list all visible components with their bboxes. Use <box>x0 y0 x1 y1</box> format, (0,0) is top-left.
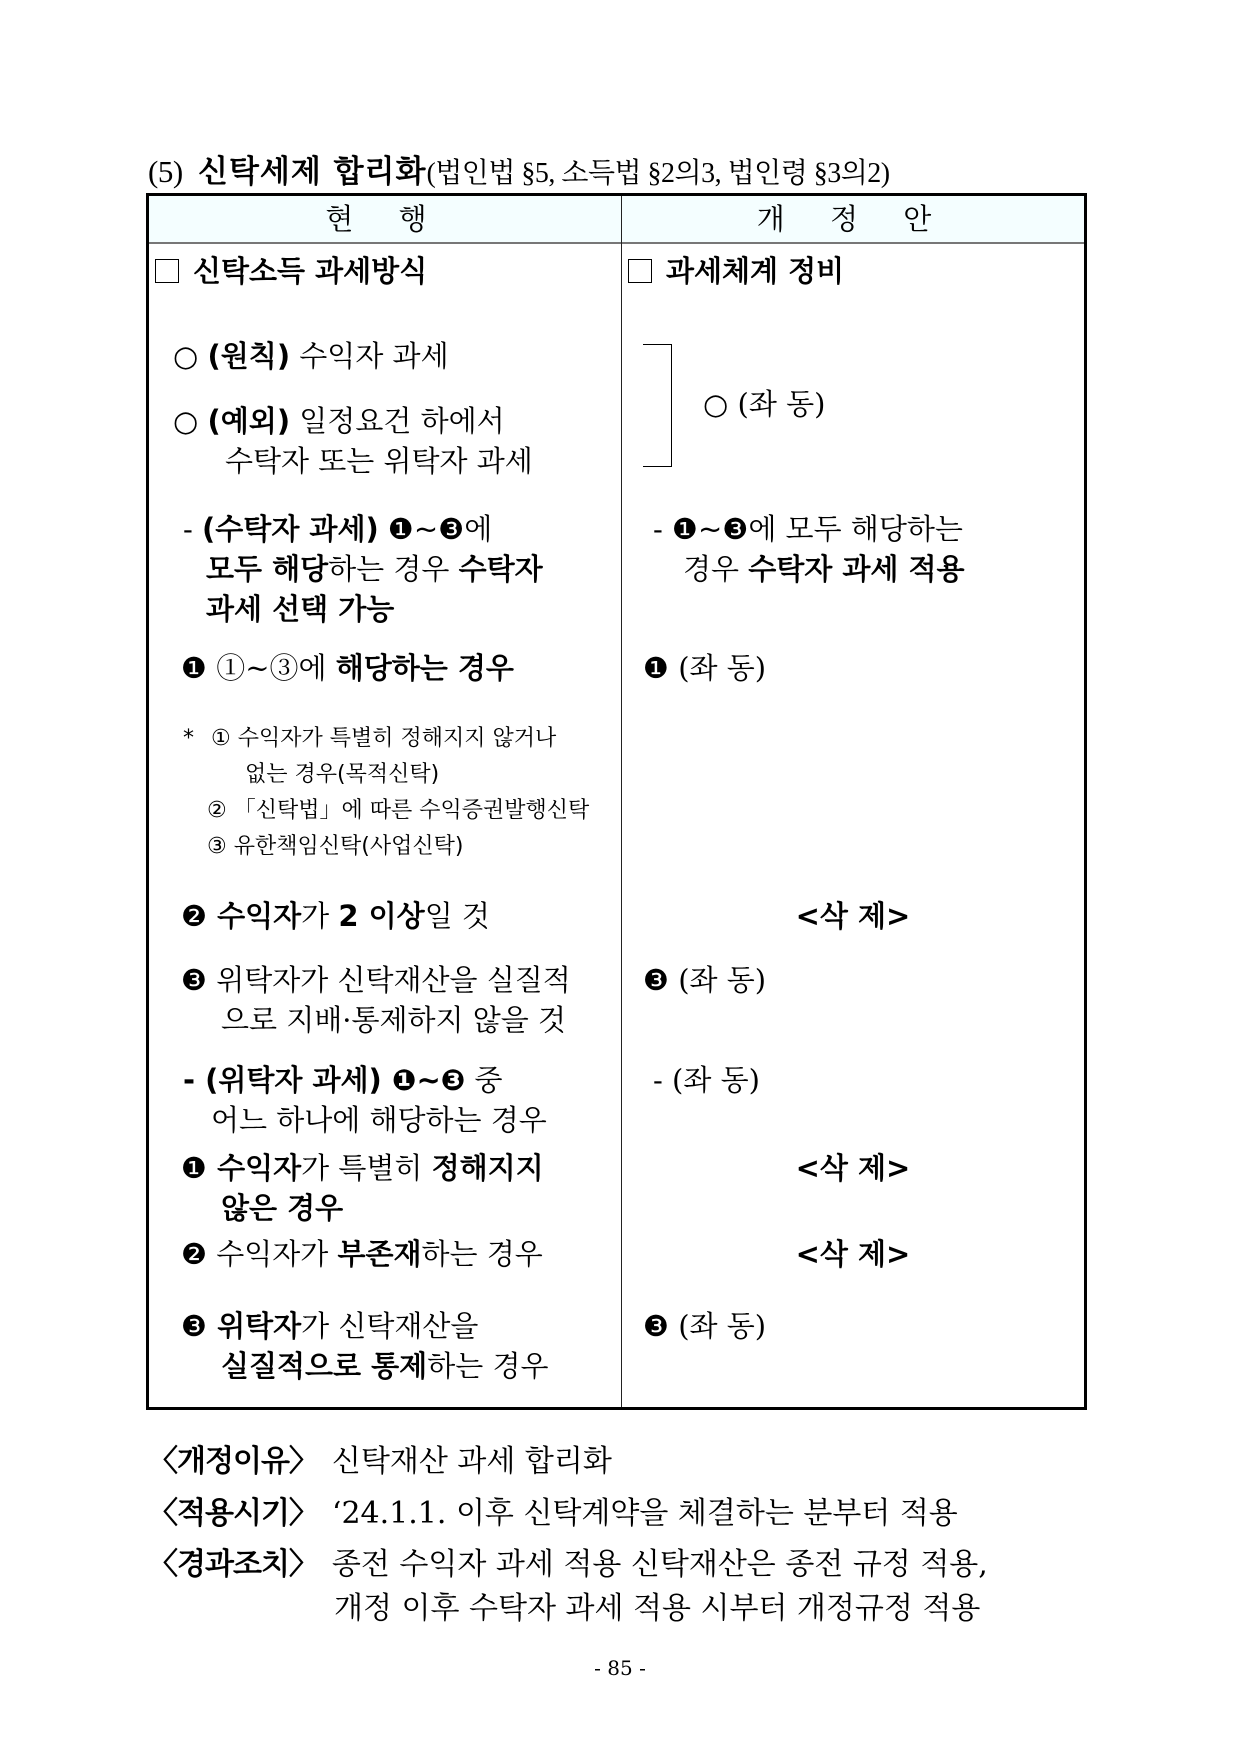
section-title <box>148 146 890 191</box>
proposed-trustee-tax: - ❶~❸에 모두 해당하는 경우 수탁자 과세 적용 <box>653 512 965 586</box>
proposed-settlor-tax: - (좌 동) <box>653 1063 760 1097</box>
legal-references: (법인법 §5, 소득법 §2의3, 법인령 §3의2) <box>426 158 890 189</box>
comparison-table <box>146 193 1087 1410</box>
current-footnote: * ① 수익자가 특별히 정해지지 않거나 없는 경우(목적신탁) ② 「신탁법」에 따른 수익증권발행신탁 ③ 유한책임신탁(사업신탁) <box>183 726 590 859</box>
current-principle: ○ (원칙) 수익자 과세 <box>173 339 449 373</box>
header-current: 현 행 <box>325 202 445 236</box>
settlor-condition-1: ❶ 수익자가 특별히 정해지지 않은 경우 <box>181 1151 544 1225</box>
bracket-icon <box>643 344 672 467</box>
current-exception: ○ (예외) 일정요건 하에서 수탁자 또는 위탁자 과세 <box>173 404 533 478</box>
checkbox-square-icon <box>155 259 179 283</box>
current-section: 신탁소득 과세방식 <box>155 251 427 291</box>
current-condition-3: ❸ 위탁자가 신탁재산을 실질적 으로 지배·통제하지 않을 것 <box>181 963 571 1037</box>
current-condition-2: ❷ 수익자가 2 이상일 것 <box>181 899 490 933</box>
circle-bullet-icon: ○ <box>173 404 199 438</box>
effective-date: 〈적용시기〉 ‘24.1.1. 이후 신탁계약을 체결하는 분부터 적용 <box>148 1496 958 1531</box>
proposed-same-bullet: ○ (좌 동) <box>703 387 826 421</box>
proposed-section: 과세체계 정비 <box>628 251 844 291</box>
circle-bullet-icon: ○ <box>703 387 729 421</box>
current-trustee-tax: - (수탁자 과세) ❶~❸에 모두 해당하는 경우 수탁자 과세 선택 가능 <box>183 512 543 626</box>
section-heading: 신탁세제 합리화 <box>198 154 427 190</box>
column-divider <box>621 196 622 1407</box>
amendment-reason: 〈개정이유〉 신탁재산 과세 합리화 <box>148 1444 612 1479</box>
header-proposed: 개 정 안 <box>756 202 950 236</box>
proposed-condition-3: ❸ (좌 동) <box>643 963 767 997</box>
transitional-measure: 〈경과조치〉 종전 수익자 과세 적용 신탁재산은 종전 규정 적용, 개정 이후 수탁자 과세 적용 시부터 개정규정 적용 <box>148 1547 988 1626</box>
proposed-condition-2-deleted: <삭 제> <box>795 899 911 933</box>
page-number: - 85 - <box>594 1656 646 1680</box>
proposed-settlor-condition-1-deleted: <삭 제> <box>795 1151 911 1185</box>
circle-bullet-icon: ○ <box>173 339 199 373</box>
proposed-settlor-condition-3: ❸ (좌 동) <box>643 1309 767 1343</box>
proposed-condition-1: ❶ (좌 동) <box>643 651 767 685</box>
settlor-condition-3: ❸ 위탁자가 신탁재산을 실질적으로 통제하는 경우 <box>181 1309 549 1383</box>
table-header <box>149 196 1084 244</box>
current-condition-1: ❶ ①~③에 해당하는 경우 <box>181 651 514 685</box>
current-settlor-tax: - (위탁자 과세) ❶~❸ 중 어느 하나에 해당하는 경우 <box>183 1063 547 1137</box>
proposed-settlor-condition-2-deleted: <삭 제> <box>795 1237 911 1271</box>
checkbox-square-icon <box>628 259 652 283</box>
section-number: (5) <box>148 154 183 189</box>
settlor-condition-2: ❷ 수익자가 부존재하는 경우 <box>181 1237 543 1271</box>
